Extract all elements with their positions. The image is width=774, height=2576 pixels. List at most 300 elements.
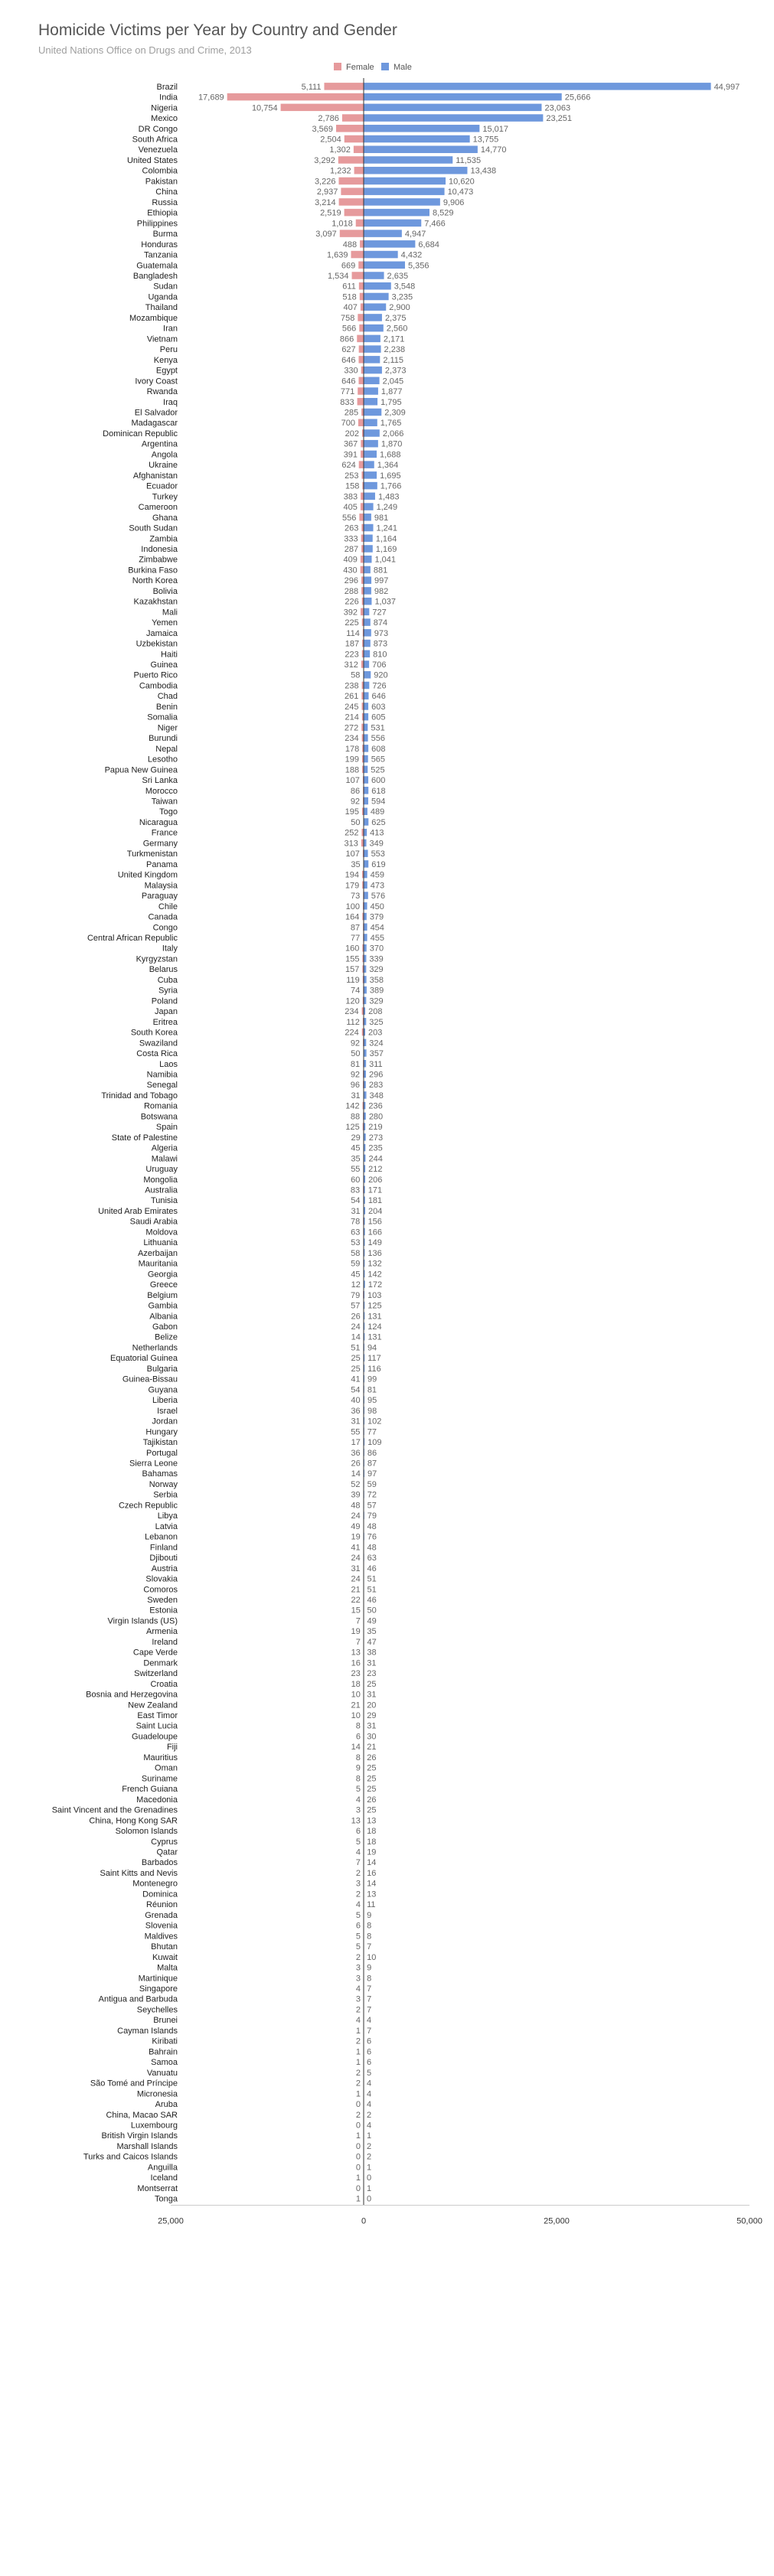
male-bar <box>364 356 380 364</box>
bar-row <box>146 482 401 491</box>
category-label: Lesotho <box>147 755 178 765</box>
bar-row <box>148 1302 381 1311</box>
category-label: Cyprus <box>151 1837 178 1847</box>
male-value-label: 14,770 <box>480 145 507 155</box>
category-label: Serbia <box>153 1490 178 1500</box>
female-value-label: 333 <box>344 534 358 544</box>
bar-row <box>143 1238 382 1247</box>
bar-row <box>132 1880 376 1889</box>
male-bar <box>364 671 371 679</box>
bar-row <box>145 1427 377 1436</box>
male-value-label: 13,438 <box>470 166 497 176</box>
bar-row <box>127 156 481 165</box>
male-value-label: 4 <box>367 2121 372 2131</box>
bar-row <box>153 587 389 596</box>
bar-row <box>143 1658 376 1668</box>
category-label: Nigeria <box>151 103 178 113</box>
bar-row <box>151 1942 371 1952</box>
male-value-label: 6 <box>367 2058 372 2068</box>
female-bar <box>324 83 364 90</box>
category-label: Australia <box>145 1185 178 1195</box>
bar-row <box>152 1638 376 1647</box>
female-value-label: 194 <box>345 870 360 880</box>
male-value-label: 77 <box>367 1427 377 1437</box>
female-value-label: 10 <box>351 1711 361 1721</box>
category-label: Cameroon <box>138 503 178 513</box>
female-value-label: 4 <box>355 1847 361 1857</box>
bar-row <box>152 1564 377 1573</box>
female-bar <box>345 209 364 217</box>
male-bar <box>364 882 367 889</box>
female-value-label: 5 <box>355 1785 361 1795</box>
female-value-label: 17,689 <box>198 93 224 103</box>
male-value-label: 608 <box>371 744 386 754</box>
female-value-label: 45 <box>351 1270 361 1280</box>
female-value-label: 92 <box>350 797 361 807</box>
bar-row <box>136 1795 376 1805</box>
female-value-label: 1,302 <box>329 145 351 155</box>
bar-row <box>145 1932 372 1941</box>
female-value-label: 2 <box>355 1890 361 1899</box>
female-value-label: 21 <box>351 1700 361 1710</box>
bar-row <box>137 2184 371 2193</box>
female-bar <box>357 335 364 343</box>
female-value-label: 700 <box>341 419 355 429</box>
female-value-label: 60 <box>351 1175 361 1185</box>
bar-row <box>163 398 402 407</box>
male-bar <box>364 482 377 490</box>
female-value-label: 6 <box>355 1921 361 1931</box>
female-value-label: 252 <box>345 828 359 838</box>
male-bar <box>364 387 378 395</box>
female-value-label: 51 <box>351 1343 361 1353</box>
bar-row <box>134 1669 376 1678</box>
bar-row <box>134 598 396 607</box>
bar-row <box>155 1007 382 1016</box>
category-label: Montenegro <box>132 1879 178 1889</box>
category-label: Malawi <box>151 1154 178 1164</box>
female-value-label: 3 <box>355 1879 361 1889</box>
bar-row <box>145 1922 371 1931</box>
female-value-label: 23 <box>351 1669 361 1679</box>
male-value-label: 727 <box>372 608 387 618</box>
category-label: Nepal <box>155 744 178 754</box>
category-label: Central African Republic <box>87 933 178 943</box>
male-value-label: 311 <box>369 1059 383 1069</box>
female-value-label: 160 <box>345 944 360 954</box>
bar-row <box>131 1029 383 1038</box>
female-value-label: 39 <box>351 1490 361 1500</box>
female-value-label: 36 <box>351 1448 361 1458</box>
male-value-label: 1,169 <box>375 544 397 554</box>
bar-row <box>158 723 385 732</box>
category-label: Germany <box>142 839 178 849</box>
female-value-label: 36 <box>351 1406 361 1416</box>
male-value-label: 94 <box>367 1343 377 1353</box>
female-value-label: 3,226 <box>314 177 336 187</box>
bar-row <box>144 1102 383 1111</box>
bar-row <box>129 314 406 323</box>
category-label: Cape Verde <box>132 1648 178 1658</box>
female-value-label: 14 <box>351 1332 361 1342</box>
male-bar <box>364 156 452 164</box>
male-value-label: 1,870 <box>380 439 403 449</box>
male-value-label: 3,548 <box>394 282 416 292</box>
female-value-label: 1,639 <box>326 250 348 260</box>
female-value-label: 1,232 <box>330 166 351 176</box>
category-label: Tunisia <box>150 1196 178 1206</box>
male-value-label: 329 <box>369 965 384 975</box>
male-value-label: 7 <box>367 1994 372 2004</box>
female-value-label: 4 <box>355 1795 361 1805</box>
category-label: Turks and Caicos Islands <box>83 2152 178 2162</box>
bar-row <box>159 807 384 817</box>
category-label: Uruguay <box>145 1165 178 1175</box>
male-value-label: 13 <box>367 1890 377 1899</box>
male-bar <box>364 944 367 952</box>
category-label: Tanzania <box>143 250 178 260</box>
category-label: Armenia <box>146 1627 178 1637</box>
male-bar <box>364 429 380 437</box>
category-label: Mali <box>162 608 178 618</box>
female-value-label: 288 <box>344 586 359 596</box>
bar-row <box>139 1984 371 1994</box>
female-bar <box>338 156 364 164</box>
female-bar <box>341 187 364 195</box>
female-value-label: 14 <box>351 1469 361 1479</box>
male-value-label: 11 <box>367 1900 376 1910</box>
male-value-label: 556 <box>371 734 385 744</box>
female-value-label: 405 <box>343 503 358 513</box>
male-value-label: 5,356 <box>407 261 429 271</box>
bars-group <box>52 83 740 2204</box>
female-value-label: 178 <box>345 744 360 754</box>
female-value-label: 1 <box>355 2089 361 2099</box>
category-label: Fiji <box>166 1743 178 1753</box>
category-label: Czech Republic <box>118 1501 178 1511</box>
bar-row <box>139 1260 382 1269</box>
female-value-label: 226 <box>345 597 359 607</box>
bar-row <box>152 797 386 807</box>
female-value-label: 48 <box>351 1501 361 1511</box>
female-value-label: 2 <box>355 2110 361 2120</box>
category-label: Chad <box>157 692 178 702</box>
category-label: Marshall Islands <box>116 2141 178 2151</box>
female-value-label: 7 <box>355 1637 361 1647</box>
male-bar <box>364 913 367 921</box>
bar-row <box>149 461 398 470</box>
category-label: Solomon Islands <box>115 1827 178 1837</box>
bar-row <box>156 367 407 376</box>
male-bar <box>364 1049 367 1057</box>
male-value-label: 172 <box>367 1280 383 1290</box>
bar-row <box>152 514 388 523</box>
male-bar <box>364 734 368 742</box>
category-label: New Zealand <box>128 1700 178 1710</box>
female-value-label: 2,937 <box>316 187 338 197</box>
category-label: Somalia <box>147 712 178 722</box>
male-value-label: 874 <box>373 618 388 628</box>
bar-row <box>142 167 497 176</box>
female-value-label: 4 <box>355 1984 361 1994</box>
bar-row <box>139 556 396 565</box>
bar-row <box>145 881 385 890</box>
male-bar <box>364 566 371 574</box>
category-label: Eritrea <box>152 1017 178 1027</box>
category-label: Brunei <box>153 2016 178 2026</box>
female-value-label: 7 <box>355 1858 361 1868</box>
male-value-label: 98 <box>367 1406 377 1416</box>
bar-row <box>139 681 387 690</box>
male-value-label: 4 <box>367 2100 372 2110</box>
male-bar <box>364 640 371 647</box>
category-label: Afghanistan <box>132 471 178 481</box>
male-value-label: 358 <box>369 975 384 985</box>
bar-row <box>139 818 386 827</box>
male-value-label: 9 <box>367 1963 372 1973</box>
category-label: Saudi Arabia <box>129 1217 178 1227</box>
category-label: Kazakhstan <box>133 597 178 607</box>
male-value-label: 124 <box>367 1322 382 1332</box>
female-value-label: 54 <box>351 1196 361 1206</box>
male-value-label: 1,765 <box>380 419 402 429</box>
bar-row <box>149 734 385 743</box>
male-value-label: 273 <box>368 1133 384 1143</box>
category-label: Comoros <box>143 1585 178 1595</box>
bar-row <box>152 1154 383 1163</box>
female-value-label: 566 <box>341 324 357 334</box>
bar-row <box>145 1911 371 1920</box>
male-bar <box>364 776 368 784</box>
female-bar <box>361 556 364 563</box>
male-value-label: 203 <box>368 1028 383 1038</box>
category-label: Swaziland <box>139 1039 178 1048</box>
female-value-label: 430 <box>343 566 358 576</box>
male-value-label: 46 <box>367 1564 377 1573</box>
female-value-label: 518 <box>342 292 357 302</box>
bar-row <box>129 524 397 533</box>
male-value-label: 324 <box>369 1039 384 1048</box>
female-value-label: 13 <box>351 1816 361 1826</box>
female-value-label: 624 <box>341 461 356 471</box>
male-value-label: 166 <box>367 1228 383 1237</box>
female-bar <box>340 230 364 237</box>
male-value-label: 8 <box>367 1932 372 1942</box>
category-label: Vanuatu <box>146 2068 178 2078</box>
male-value-label: 283 <box>368 1081 384 1091</box>
male-value-label: 2 <box>367 2110 372 2120</box>
female-value-label: 31 <box>351 1417 361 1427</box>
male-bar <box>364 398 377 406</box>
female-value-label: 5 <box>355 1910 361 1920</box>
male-value-label: 981 <box>374 513 389 523</box>
category-label: Belgium <box>147 1290 178 1300</box>
bar-row <box>147 1291 381 1300</box>
female-value-label: 55 <box>351 1427 361 1437</box>
male-bar <box>364 135 470 143</box>
male-value-label: 0 <box>367 2173 372 2183</box>
female-value-label: 55 <box>351 1165 361 1175</box>
male-value-label: 10,473 <box>447 187 474 197</box>
male-value-label: 2,560 <box>386 324 408 334</box>
category-label: Guyana <box>148 1385 178 1395</box>
female-value-label: 272 <box>344 723 359 733</box>
male-bar <box>364 230 402 237</box>
male-bar <box>364 145 478 153</box>
category-label: North Korea <box>132 576 178 586</box>
bar-row <box>156 83 740 92</box>
bar-row <box>157 1964 371 1973</box>
category-label: Seychelles <box>136 2005 178 2015</box>
female-bar <box>358 419 364 426</box>
male-value-label: 8,529 <box>432 208 454 218</box>
bar-row <box>145 787 386 796</box>
female-value-label: 1,534 <box>328 272 349 282</box>
female-value-label: 2 <box>355 2068 361 2078</box>
female-value-label: 0 <box>355 2183 361 2193</box>
male-value-label: 389 <box>369 986 384 996</box>
male-value-label: 600 <box>371 776 386 786</box>
category-label: Moldova <box>145 1228 178 1237</box>
female-value-label: 35 <box>351 1154 361 1164</box>
male-value-label: 14 <box>367 1879 377 1889</box>
category-label: Liberia <box>152 1396 178 1406</box>
category-label: France <box>151 828 178 838</box>
male-value-label: 13 <box>367 1816 377 1826</box>
female-value-label: 2 <box>355 1952 361 1962</box>
category-label: Georgia <box>147 1270 178 1280</box>
bar-row <box>117 2142 372 2151</box>
male-bar <box>364 503 374 510</box>
female-value-label: 646 <box>341 355 356 365</box>
bar-row <box>136 640 388 649</box>
bar-row <box>141 545 397 554</box>
category-label: Switzerland <box>134 1669 178 1679</box>
bar-row <box>158 1511 377 1521</box>
bar-row <box>154 356 403 365</box>
male-value-label: 2,066 <box>382 429 404 439</box>
female-value-label: 5 <box>355 1932 361 1942</box>
male-bar <box>364 556 371 563</box>
bar-row <box>139 1974 372 1983</box>
male-value-label: 1,364 <box>377 461 399 471</box>
male-value-label: 51 <box>367 1574 377 1584</box>
male-value-label: 235 <box>368 1143 383 1153</box>
category-label: Burundi <box>149 734 178 744</box>
category-label: Taiwan <box>151 797 178 807</box>
male-bar <box>364 335 380 343</box>
male-value-label: 454 <box>370 923 384 933</box>
category-label: Zimbabwe <box>139 555 178 565</box>
category-label: Gabon <box>152 1322 178 1332</box>
female-bar <box>339 198 364 206</box>
male-bar <box>364 755 368 763</box>
male-value-label: 7,466 <box>424 219 446 229</box>
female-value-label: 234 <box>345 734 359 744</box>
category-label: Turkey <box>152 492 178 502</box>
category-label: Brazil <box>156 82 178 92</box>
category-label: Algeria <box>151 1143 178 1153</box>
female-value-label: 53 <box>351 1238 361 1248</box>
female-bar <box>358 387 364 395</box>
category-label: Ukraine <box>149 461 178 471</box>
female-value-label: 8 <box>355 1721 361 1731</box>
category-label: Saint Vincent and the Grenadines <box>51 1805 178 1815</box>
male-value-label: 646 <box>371 692 386 702</box>
female-value-label: 10,754 <box>251 103 278 113</box>
female-value-label: 188 <box>345 765 360 775</box>
male-bar <box>364 493 375 501</box>
bar-row <box>162 944 384 954</box>
male-bar <box>364 83 711 90</box>
bar-row <box>130 1218 382 1227</box>
female-value-label: 26 <box>351 1312 361 1322</box>
male-bar <box>364 471 377 479</box>
male-value-label: 489 <box>370 807 385 817</box>
bar-row <box>143 1438 382 1447</box>
category-label: Burma <box>152 230 178 240</box>
male-value-label: 47 <box>367 1637 377 1647</box>
category-label: Bangladesh <box>132 272 178 282</box>
category-label: Turkmenistan <box>126 849 178 859</box>
female-value-label: 18 <box>351 1679 361 1689</box>
female-value-label: 253 <box>345 471 359 481</box>
male-value-label: 208 <box>368 1007 383 1017</box>
bar-row <box>137 2089 371 2098</box>
bar-row <box>153 230 426 239</box>
male-value-label: 370 <box>369 944 384 954</box>
female-value-label: 3 <box>355 1994 361 2004</box>
female-value-label: 29 <box>351 1133 361 1143</box>
bar-row <box>155 2100 372 2109</box>
category-label: Netherlands <box>132 1343 178 1353</box>
male-bar <box>364 703 368 710</box>
male-bar <box>364 1091 367 1099</box>
male-value-label: 46 <box>367 1595 377 1605</box>
category-label: Barbados <box>141 1858 178 1868</box>
female-value-label: 2,786 <box>318 114 339 124</box>
bar-row <box>145 177 475 186</box>
bar-row <box>153 923 384 932</box>
category-label: El Salvador <box>134 408 178 418</box>
bar-row <box>149 2047 371 2056</box>
bar-row <box>156 1848 376 1857</box>
bar-row <box>151 660 387 670</box>
female-value-label: 391 <box>343 450 358 460</box>
male-bar <box>364 745 368 752</box>
male-value-label: 10,620 <box>449 177 475 187</box>
female-value-label: 17 <box>351 1438 361 1448</box>
category-label: South Africa <box>132 135 178 145</box>
category-label: Hungary <box>145 1427 178 1437</box>
female-value-label: 758 <box>341 313 355 323</box>
category-label: China <box>155 187 178 197</box>
category-label: United Kingdom <box>117 870 178 880</box>
category-label: South Sudan <box>129 523 178 533</box>
category-label: Antigua and Barbuda <box>98 1994 178 2004</box>
male-value-label: 2,171 <box>383 334 405 344</box>
male-value-label: 35 <box>367 1627 377 1637</box>
category-label: Puerto Rico <box>133 670 178 680</box>
male-value-label: 31 <box>367 1690 377 1700</box>
category-label: Israel <box>157 1406 178 1416</box>
female-value-label: 0 <box>355 2100 361 2110</box>
category-label: Belize <box>155 1332 178 1342</box>
male-value-label: 79 <box>367 1511 377 1521</box>
male-value-label: 1 <box>367 2131 372 2141</box>
category-label: Denmark <box>143 1658 178 1668</box>
male-bar <box>364 660 369 668</box>
